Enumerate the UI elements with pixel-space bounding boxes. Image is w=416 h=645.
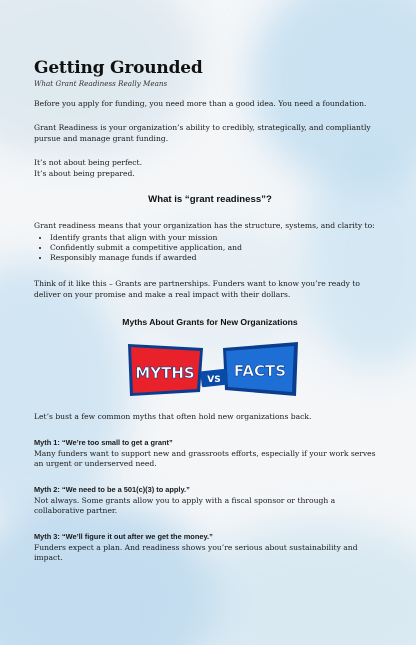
intro-line-prepared: It’s about being prepared. [34,168,135,178]
readiness-list [34,233,390,263]
myth-label: Myth 3: “We’ll figure it out after we get the money.” [34,532,213,541]
facts-panel [223,342,298,396]
myths-panel [128,344,203,396]
intro-paragraph-2: Grant Readiness is your organization’s ability to credibly, strategically, and compliantly pursue and manage grant funding. [34,123,371,143]
partnership-paragraph: Think of it like this – Grants are partnerships. Funders want to know you’re ready to deliver on your promise and make a real impact with their dollars. [34,279,360,299]
myth-item-1 [34,438,386,470]
myth-text: Many funders want to support new and grassroots efforts, especially if your work serves an urgent or underserved need. [34,448,376,469]
myths-vs-facts-banner [128,340,298,400]
page-title: Getting Grounded [34,58,203,78]
intro-paragraph-1: Before you apply for funding, you need more than a good idea. You need a foundation. [34,99,367,108]
myth-item-2 [34,485,386,517]
page-subtitle: What Grant Readiness Really Means [34,79,168,88]
myths-heading: Myths About Grants for New Organizations [122,317,298,327]
list-item: • Responsibly manage funds if awarded [50,253,390,263]
myths-lead: Let’s bust a few common myths that often hold new organizations back. [34,412,312,421]
list-item: • Confidently submit a competitive application, and [50,243,390,253]
facts-label: FACTS [233,362,287,380]
myth-text: Funders expect a plan. And readiness shows you’re serious about sustainability and impact. [34,542,358,563]
myth-text: Not always. Some grants allow you to apply with a fiscal sponsor or through a collaborative partner. [34,495,336,516]
myth-label: Myth 2: “We need to be a 501(c)(3) to apply.” [34,485,190,494]
list-item: • Identify grants that align with your mission [50,233,390,243]
myth-label: Myth 1: “We’re too small to get a grant” [34,438,173,447]
vs-label: VS [207,375,221,385]
intro-paragraph-3 [34,158,379,179]
vs-badge [200,369,228,388]
myths-label: MYTHS [135,364,195,382]
myth-item-3 [34,532,386,564]
intro-line-not-perfect: It’s not about being perfect. [34,158,142,167]
grant-readiness-heading: What is “grant readiness”? [148,194,272,205]
grant-readiness-lead: Grant readiness means that your organization has the structure, systems, and clarity to: [34,221,375,230]
